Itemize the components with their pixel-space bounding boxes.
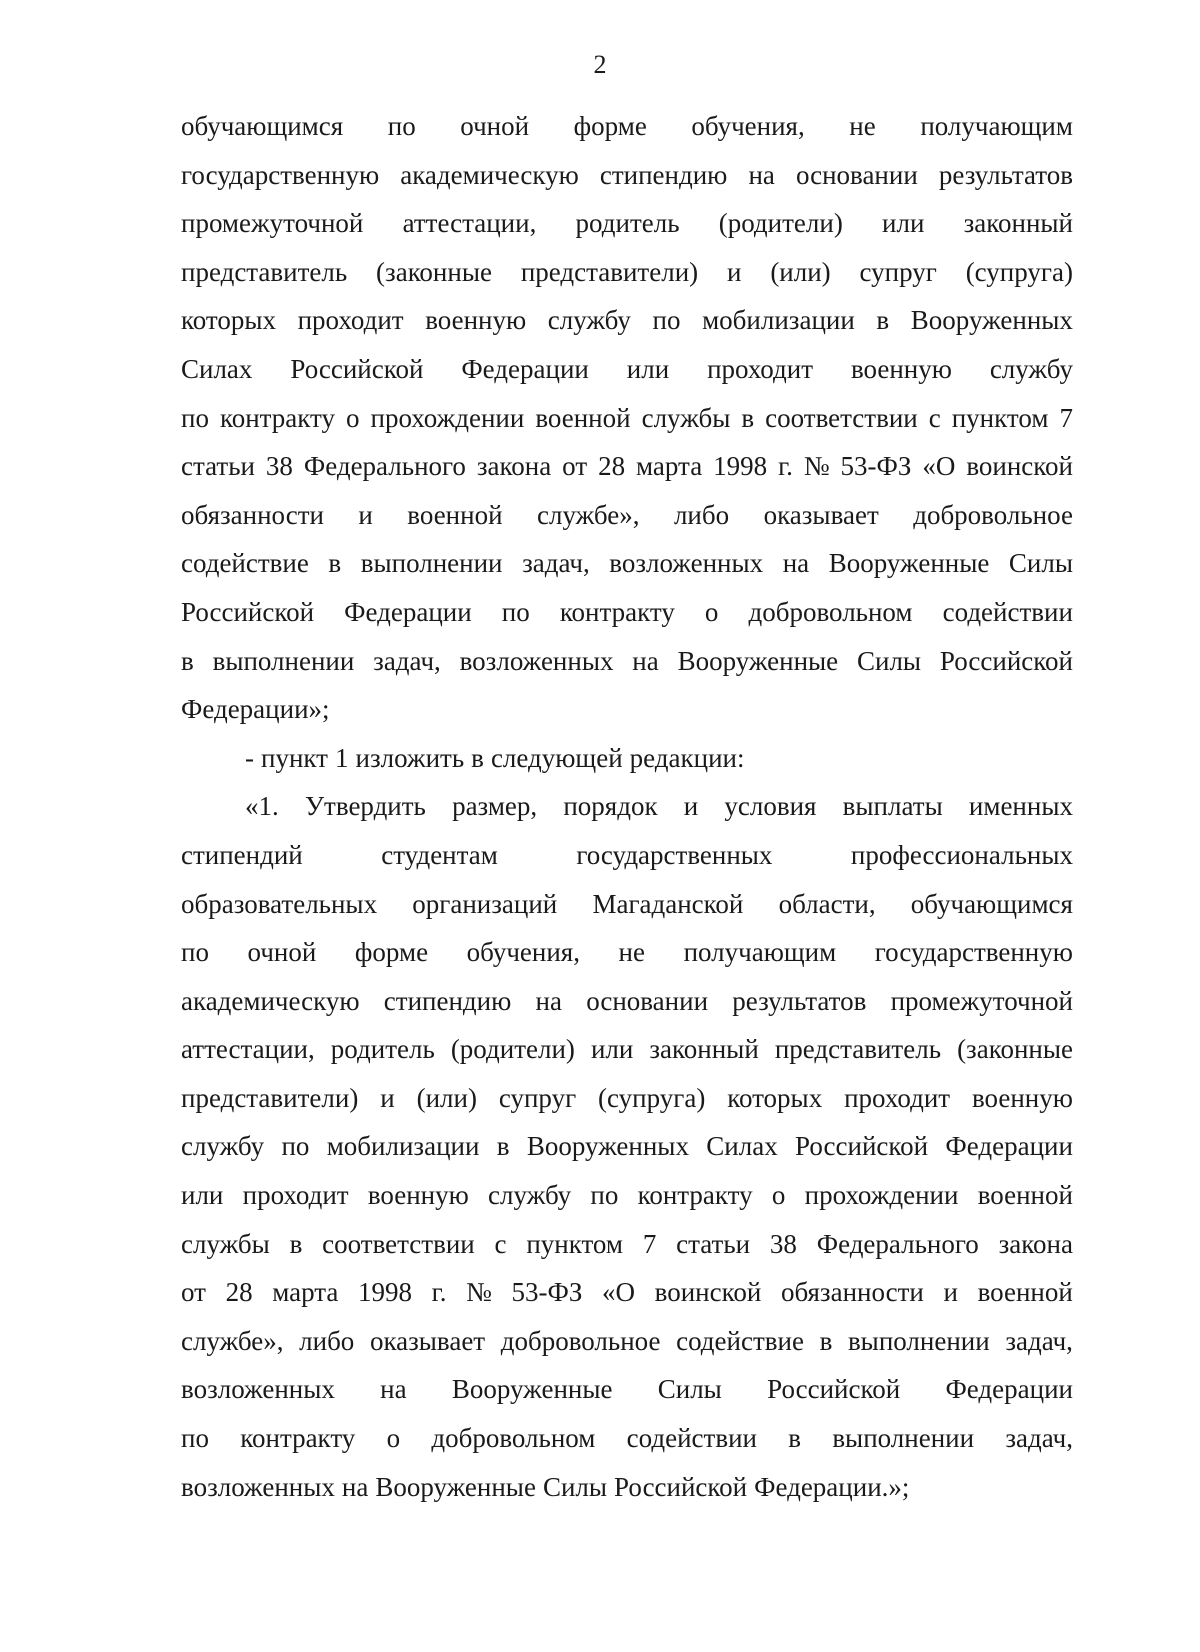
text-word: (супруга)	[598, 1082, 706, 1113]
text-word: на	[535, 985, 562, 1016]
text-line	[181, 637, 1073, 686]
text-word: соответствии	[322, 1228, 475, 1259]
text-word: и	[727, 256, 742, 287]
text-word: задач,	[373, 645, 441, 676]
text-line	[181, 928, 1073, 977]
text-word: академическую	[181, 985, 360, 1016]
text-line	[181, 685, 1073, 734]
text-word: марта	[636, 451, 703, 482]
text-word: представитель	[181, 256, 348, 287]
text-word: в	[819, 1325, 833, 1356]
text-line	[181, 442, 1073, 491]
text-word: выполнении	[847, 1325, 990, 1356]
text-word: получающим	[920, 111, 1073, 141]
text-word: контракту	[219, 402, 335, 433]
page-number: 2	[593, 50, 607, 79]
text-word: обучающимся	[910, 888, 1073, 919]
document-body	[181, 102, 1073, 1511]
text-word: Силы	[857, 645, 922, 676]
text-word: с	[928, 402, 941, 433]
text-word: контракту	[559, 596, 675, 627]
text-word: Российской	[181, 596, 315, 627]
text-word: возложенных	[609, 548, 764, 579]
text-line	[181, 1268, 1073, 1317]
text-word: содействии	[626, 1423, 757, 1454]
text-word: военную	[971, 1082, 1073, 1113]
text-word: возложенных	[181, 1374, 335, 1405]
text-word: военную	[367, 1180, 469, 1211]
text-word: Вооруженных	[526, 1131, 689, 1162]
text-word: государственную	[181, 159, 380, 190]
text-word: о	[771, 1180, 786, 1211]
text-word: образовательных	[181, 888, 378, 919]
text-word: возложенных	[181, 1471, 335, 1502]
text-word: Федерации	[945, 1131, 1073, 1162]
text-word: добровольном	[431, 1423, 596, 1454]
text-word: обязанности	[780, 1277, 924, 1308]
text-word: 53-ФЗ	[840, 451, 912, 482]
text-line	[181, 1025, 1073, 1074]
text-word: форме	[573, 111, 647, 141]
text-word: Силы	[542, 1471, 608, 1502]
text-word: содействие	[181, 548, 309, 579]
text-word: военной	[977, 1180, 1073, 1211]
text-word: или	[590, 1034, 634, 1065]
text-word: форме	[354, 937, 429, 968]
text-word: добровольном	[748, 596, 913, 627]
text-word: проходит	[707, 353, 814, 384]
text-word: на	[341, 1471, 369, 1502]
text-word: обязанности	[181, 499, 324, 530]
text-word: Российской	[795, 1131, 929, 1162]
text-word: которых	[727, 1082, 823, 1113]
text-word: по	[281, 1131, 310, 1162]
text-word: военной	[407, 499, 503, 530]
text-word: основании	[795, 159, 918, 190]
text-word: представители)	[181, 1082, 359, 1113]
text-word: на	[380, 1374, 407, 1405]
text-word: о	[386, 1423, 401, 1454]
text-word: службы	[181, 1228, 270, 1259]
text-word: академическую	[400, 159, 579, 190]
text-word: выполнении	[212, 645, 355, 676]
text-word: с	[494, 1228, 507, 1259]
text-word: Российской	[767, 1374, 901, 1405]
text-word: 38	[769, 1228, 797, 1259]
text-word: службу	[488, 1180, 572, 1211]
text-word: 7	[1059, 402, 1073, 433]
text-word: «О	[922, 451, 956, 482]
text-word: Силах	[706, 1131, 778, 1162]
text-line	[181, 588, 1073, 637]
text-word: основании	[586, 985, 709, 1016]
text-word: Российской	[614, 1471, 748, 1502]
text-word: государственную	[874, 937, 1073, 968]
text-word: супруг	[498, 1082, 577, 1113]
text-word: на	[748, 159, 775, 190]
text-word: содействие	[676, 1325, 804, 1356]
text-line	[181, 1074, 1073, 1123]
text-word: редакции:	[629, 742, 745, 773]
text-word: военной	[535, 402, 631, 433]
text-line	[181, 539, 1073, 588]
text-line	[181, 1317, 1073, 1366]
text-word: контракту	[240, 1423, 356, 1454]
text-word: №	[466, 1277, 492, 1308]
text-word: о	[346, 402, 360, 433]
text-word: выплаты	[842, 791, 943, 822]
text-word: Российской	[939, 645, 1073, 676]
text-word: в	[289, 1228, 303, 1259]
text-word: Федерации	[945, 1374, 1073, 1405]
text-word: Федерации	[344, 596, 472, 627]
text-word: проходит	[844, 1082, 951, 1113]
text-word: в	[741, 402, 755, 433]
text-word: задач,	[1005, 1325, 1073, 1356]
text-word: 7	[642, 1228, 657, 1259]
text-word: проходит	[242, 1180, 349, 1211]
text-line	[181, 296, 1073, 345]
text-word: и	[358, 499, 373, 530]
text-word: закона	[998, 1228, 1073, 1259]
text-word: аттестации,	[181, 1034, 315, 1065]
text-word: марта	[272, 1277, 339, 1308]
text-word: в	[181, 645, 194, 676]
text-word: 28	[598, 451, 626, 482]
text-word: размер,	[452, 791, 538, 822]
text-word: содействии	[942, 596, 1073, 627]
text-word: условия	[724, 791, 817, 822]
text-word: Силах	[181, 353, 253, 384]
text-word: выполнении	[360, 548, 503, 579]
text-word: г.	[778, 451, 793, 482]
text-word: 28	[225, 1277, 253, 1308]
text-word: в	[876, 305, 890, 336]
text-word: родитель	[330, 1034, 435, 1065]
text-word: Вооруженные	[375, 1471, 536, 1502]
text-word: которых	[181, 305, 276, 336]
text-line	[181, 151, 1073, 200]
text-word: мобилизации	[326, 1131, 480, 1162]
text-word: в	[471, 742, 484, 773]
text-line	[181, 1365, 1073, 1414]
text-word: (законные	[376, 256, 492, 287]
text-word: Силы	[1008, 548, 1073, 579]
text-word: статьи	[181, 451, 255, 482]
text-word: супруг	[859, 256, 937, 287]
text-word: очной	[247, 937, 317, 968]
text-word: представители)	[520, 256, 699, 287]
text-word: или	[626, 353, 670, 384]
text-word: (или)	[416, 1082, 477, 1113]
text-word: оказывает	[763, 499, 879, 530]
text-word: пункт	[261, 742, 328, 773]
text-word: обучающимся	[181, 111, 344, 141]
text-word: государственных	[576, 839, 773, 870]
text-word: пунктом	[526, 1228, 624, 1259]
text-word: области,	[778, 888, 876, 919]
text-word: прохождении	[804, 1180, 959, 1211]
text-word: военную	[850, 353, 952, 384]
text-word: соответствии	[765, 402, 918, 433]
text-word: службу	[181, 1131, 265, 1162]
text-word: пунктом	[951, 402, 1049, 433]
text-word: следующей	[490, 742, 623, 773]
text-word: Федерации.»;	[754, 1471, 910, 1502]
text-word: либо	[299, 1325, 355, 1356]
text-word: статьи	[676, 1228, 751, 1259]
text-word: родитель	[575, 208, 680, 239]
text-word: 1998	[358, 1277, 413, 1308]
text-word: результатов	[938, 159, 1073, 190]
text-word: и	[683, 791, 699, 822]
text-word: в	[496, 1131, 510, 1162]
text-word: проходит	[297, 305, 404, 336]
text-word: не	[849, 111, 876, 141]
text-word: выполнении	[832, 1423, 975, 1454]
text-word: и	[380, 1082, 395, 1113]
text-word: добровольное	[913, 499, 1073, 530]
text-word: добровольное	[500, 1325, 661, 1356]
text-word: Вооруженные	[451, 1374, 613, 1405]
text-line	[181, 199, 1073, 248]
text-word: Магаданской	[592, 888, 744, 919]
text-word: в	[328, 548, 342, 579]
text-line	[181, 782, 1073, 831]
text-word: получающим	[683, 937, 837, 968]
text-word: службе»,	[536, 499, 640, 530]
text-word: по	[387, 111, 416, 141]
text-line	[181, 491, 1073, 540]
text-word: 53-ФЗ	[511, 1277, 583, 1308]
text-word: задач,	[522, 548, 590, 579]
text-word: мобилизации	[702, 305, 855, 336]
text-word: в	[788, 1423, 802, 1454]
text-word: профессиональных	[850, 839, 1073, 870]
text-line	[181, 248, 1073, 297]
text-word: возложенных	[459, 645, 614, 676]
text-word: о	[704, 596, 719, 627]
text-word: от	[181, 1277, 206, 1308]
text-word: на	[782, 548, 810, 579]
text-word: или	[882, 208, 925, 239]
text-word: обучения,	[691, 111, 805, 141]
text-line	[181, 1171, 1073, 1220]
text-word: (родители)	[718, 208, 843, 239]
text-line	[181, 394, 1073, 443]
text-word: прохождении	[370, 402, 525, 433]
text-word: №	[803, 451, 830, 482]
text-word: г.	[431, 1277, 447, 1308]
text-word: Вооруженные	[828, 548, 990, 579]
text-word: контракту	[637, 1180, 753, 1211]
text-word: Утвердить	[304, 791, 426, 822]
text-word: закона	[476, 451, 552, 482]
text-word: по	[501, 596, 530, 627]
text-word: от	[562, 451, 588, 482]
text-word: по	[181, 937, 209, 968]
text-word: на	[632, 645, 659, 676]
text-word: изложить	[355, 742, 465, 773]
text-word: (или)	[770, 256, 831, 287]
text-line	[181, 1414, 1073, 1463]
text-word: Федерального	[816, 1228, 979, 1259]
text-word: военной	[977, 1277, 1073, 1308]
text-word: стипендию	[383, 985, 512, 1016]
text-line	[181, 880, 1073, 929]
text-word: 38	[265, 451, 293, 482]
text-word: обучения,	[466, 937, 580, 968]
text-word: -	[245, 742, 254, 773]
text-word: Вооруженных	[910, 305, 1073, 336]
text-word: промежуточной	[181, 208, 364, 239]
text-word: порядок	[563, 791, 658, 822]
text-word: результатов	[732, 985, 867, 1016]
text-line	[181, 1122, 1073, 1171]
text-word: студентам	[381, 839, 498, 870]
text-word: стипендию	[599, 159, 728, 190]
text-word: (законные	[957, 1034, 1073, 1065]
text-word: Силы	[657, 1374, 722, 1405]
text-word: службу	[547, 305, 631, 336]
text-word: задач,	[1005, 1423, 1073, 1454]
text-word: очной	[460, 111, 530, 141]
text-word: законный	[649, 1034, 759, 1065]
text-line	[181, 831, 1073, 880]
text-word: представитель	[774, 1034, 942, 1065]
text-word: военную	[425, 305, 527, 336]
text-word: «1.	[245, 791, 279, 822]
text-word: Российской	[290, 353, 424, 384]
text-line	[181, 345, 1073, 394]
text-word: или	[181, 1180, 224, 1211]
text-word: и	[943, 1277, 958, 1308]
text-word: службе»,	[181, 1325, 284, 1356]
text-word: Федерального	[303, 451, 466, 482]
text-word: Федерации»;	[181, 694, 330, 725]
text-word: 1	[335, 742, 349, 773]
text-word: аттестации,	[402, 208, 537, 239]
text-line	[181, 1220, 1073, 1269]
text-word: либо	[673, 499, 730, 530]
text-word: (родители)	[450, 1034, 575, 1065]
text-word: воинской	[654, 1277, 762, 1308]
text-word: воинской	[966, 451, 1073, 482]
text-word: по	[652, 305, 681, 336]
text-word: по	[181, 402, 209, 433]
text-word: организаций	[412, 888, 558, 919]
text-word: «О	[602, 1277, 635, 1308]
text-word: службу	[989, 353, 1073, 384]
text-word: оказывает	[369, 1325, 486, 1356]
text-word: не	[618, 937, 645, 968]
text-word: именных	[968, 791, 1073, 822]
text-word: службы	[641, 402, 731, 433]
text-word: по	[181, 1423, 209, 1454]
text-line	[181, 1463, 1073, 1512]
text-line	[181, 102, 1073, 151]
text-word: законный	[963, 208, 1073, 239]
text-line	[181, 734, 1073, 783]
text-word: по	[590, 1180, 619, 1211]
text-word: Вооруженные	[677, 645, 839, 676]
text-word: стипендий	[181, 839, 303, 870]
text-word: Федерации	[461, 353, 589, 384]
text-word: промежуточной	[890, 985, 1073, 1016]
text-word: (супруга)	[965, 256, 1073, 287]
text-word: 1998	[713, 451, 768, 482]
text-line	[181, 977, 1073, 1026]
